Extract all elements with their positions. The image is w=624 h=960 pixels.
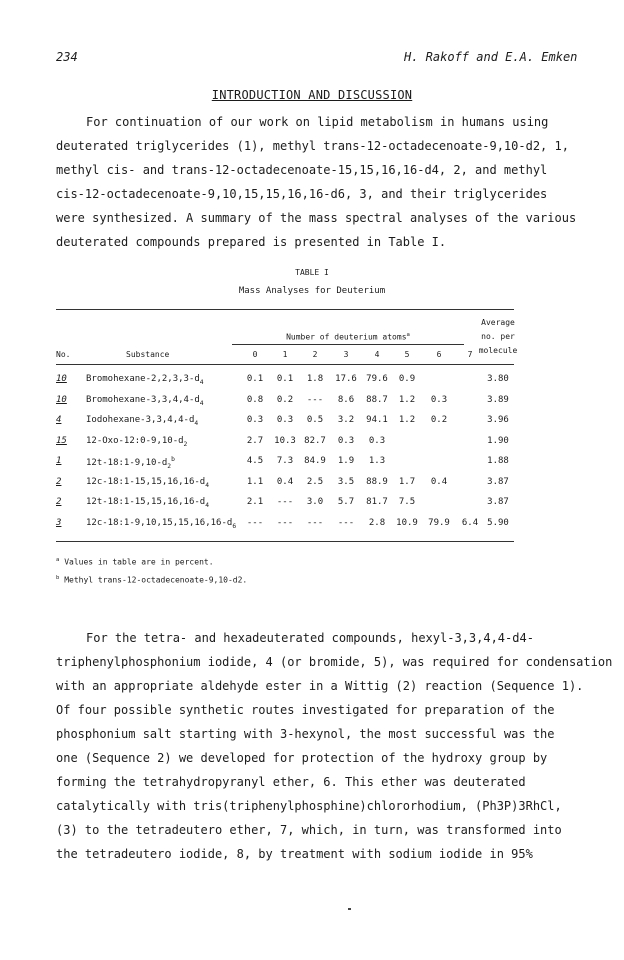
table-cell: 1.7: [398, 477, 416, 487]
table-cell: 2.1: [246, 497, 264, 507]
table-cell: 0.2: [276, 395, 294, 405]
atom-column-header: 2: [312, 350, 318, 359]
table-cell: 0.8: [246, 395, 264, 405]
substance-subscript: 2: [167, 462, 172, 470]
table-cell: 0.3: [246, 415, 264, 425]
table-title: Mass Analyses for Deuterium: [238, 286, 386, 296]
table-cell: 1.2: [398, 395, 416, 405]
table-cell: ---: [337, 518, 355, 528]
table-cell: ---: [276, 497, 294, 507]
substance-subscript: 4: [199, 378, 204, 386]
section-title: INTRODUCTION AND DISCUSSION: [211, 88, 413, 102]
text-line: cis-12-octadecenoate-9,10,15,15,16,16-d6, 3, and their triglycerides: [56, 187, 548, 201]
substance-name: 12-Oxo-12:0-9,10-d: [86, 436, 184, 446]
paragraph-synthesis: [56, 626, 613, 866]
atom-column-header: 6: [436, 350, 442, 359]
table-cell: ---: [306, 395, 324, 405]
text-line: For the tetra- and hexadeuterated compounds, hexyl-3,3,4,4-d4-: [86, 631, 534, 645]
row-substance: [86, 477, 209, 489]
substance-name: 12c-18:1-15,15,16,16-d: [86, 477, 206, 487]
group-header-rule: [232, 344, 464, 345]
footnote-text: Values in table are in percent.: [64, 557, 214, 567]
table-cell: 3.2: [337, 415, 355, 425]
row-compound-number: 1: [56, 456, 62, 466]
table-cell: 0.3: [368, 436, 386, 446]
table-cell: 6.4: [461, 518, 479, 528]
substance-subscript: 4: [205, 481, 210, 489]
no-header: No.: [56, 350, 71, 359]
substance-header: Substance: [126, 350, 170, 359]
substance-name: Bromohexane-3,3,4,4-d: [86, 395, 200, 405]
table-cell: 8.6: [337, 395, 355, 405]
substance-name: 12t-18:1-15,15,16,16-d: [86, 497, 206, 507]
row-average: 3.87: [487, 477, 509, 487]
table-cell: 1.9: [337, 456, 355, 466]
row-substance: [86, 374, 204, 386]
table-cell: 84.9: [304, 456, 326, 466]
substance-name: 12t-18:1-9,10-d: [86, 458, 168, 468]
text-line: triphenylphosphonium iodide, 4 (or bromide, 5), was required for condensation: [56, 655, 613, 669]
substance-subscript: 6: [232, 522, 237, 530]
substance-footnote-marker: b: [171, 456, 175, 463]
text-line: deuterated compounds prepared is presented in Table I.: [56, 235, 447, 249]
stray-mark: [348, 908, 351, 910]
atom-column-header: 5: [404, 350, 410, 359]
substance-name: 12c-18:1-9,10,15,15,16,16-d: [86, 518, 233, 528]
average-header-line3: molecule: [478, 346, 518, 355]
table-cell: 88.9: [366, 477, 388, 487]
table-cell: 79.6: [366, 374, 388, 384]
table-cell: 81.7: [366, 497, 388, 507]
table-cell: 3.5: [337, 477, 355, 487]
table-cell: 0.9: [398, 374, 416, 384]
substance-name: Bromohexane-2,2,3,3-d: [86, 374, 200, 384]
average-header-line2: no. per: [481, 332, 515, 341]
atom-column-header: 4: [374, 350, 380, 359]
text-line: methyl cis- and trans-12-octadecenoate-15,15,16,16-d4, 2, and methyl: [56, 163, 548, 177]
table-cell: 2.7: [246, 436, 264, 446]
atom-column-header: 1: [282, 350, 288, 359]
table-cell: 17.6: [335, 374, 357, 384]
footnote-a: [56, 557, 214, 567]
table-cell: 94.1: [366, 415, 388, 425]
row-compound-number: 15: [56, 436, 67, 446]
running-head: H. Rakoff and E.A. Emken: [404, 50, 578, 64]
table-cell: ---: [276, 518, 294, 528]
row-substance: [86, 415, 198, 427]
text-line: phosphonium salt starting with 3-hexynol, the most successful was the: [56, 727, 555, 741]
row-average: 3.96: [487, 415, 509, 425]
substance-name: Iodohexane-3,3,4,4-d: [86, 415, 195, 425]
table-cell: 0.5: [306, 415, 324, 425]
table-label: TABLE I: [295, 268, 329, 277]
footnote-text: Methyl trans-12-octadecenoate-9,10-d2.: [64, 575, 248, 585]
row-substance: [86, 436, 187, 448]
text-line: catalytically with tris(triphenylphosphine)chlororhodium, (Ph3P)3RhCl,: [56, 799, 562, 813]
table-cell: 5.7: [337, 497, 355, 507]
table-cell: 10.9: [396, 518, 418, 528]
table-cell: 79.9: [428, 518, 450, 528]
text-line: one (Sequence 2) we developed for protection of the hydroxy group by: [56, 751, 548, 765]
table-cell: 2.5: [306, 477, 324, 487]
row-substance: [86, 497, 209, 509]
row-substance: [86, 518, 236, 530]
table-cell: 0.1: [246, 374, 264, 384]
row-compound-number: 4: [56, 415, 62, 425]
table-cell: 1.3: [368, 456, 386, 466]
table-cell: ---: [246, 518, 264, 528]
table-cell: 0.4: [276, 477, 294, 487]
table-cell: 10.3: [274, 436, 296, 446]
row-compound-number: 10: [56, 395, 67, 405]
substance-subscript: 2: [183, 440, 188, 448]
table-cell: 1.8: [306, 374, 324, 384]
paragraph-intro: [56, 110, 576, 254]
row-average: 1.88: [487, 456, 509, 466]
table-cell: 0.1: [276, 374, 294, 384]
row-average: 5.90: [487, 518, 509, 528]
footnote-marker: a: [406, 332, 410, 338]
header-bottom-rule: [56, 364, 514, 365]
row-substance: [86, 395, 204, 407]
table-cell: 4.5: [246, 456, 264, 466]
row-compound-number: 3: [56, 518, 62, 528]
atom-column-header: 7: [467, 350, 473, 359]
row-average: 3.89: [487, 395, 509, 405]
substance-subscript: 4: [194, 419, 199, 427]
page-number: 234: [56, 50, 78, 64]
deuterium-group-header-text: Number of deuterium atoms: [286, 332, 407, 342]
table-cell: 0.3: [337, 436, 355, 446]
text-line: deuterated triglycerides (1), methyl trans-12-octadecenoate-9,10-d2, 1,: [56, 139, 569, 153]
text-line: (3) to the tetradeutero ether, 7, which, in turn, was transformed into: [56, 823, 562, 837]
deuterium-group-header: [232, 332, 464, 342]
table-cell: 0.3: [430, 395, 448, 405]
row-average: 3.80: [487, 374, 509, 384]
text-line: the tetradeutero iodide, 8, by treatment with sodium iodide in 95%: [56, 847, 533, 861]
text-line: forming the tetrahydropyranyl ether, 6. This ether was deuterated: [56, 775, 526, 789]
table-cell: 82.7: [304, 436, 326, 446]
row-compound-number: 2: [56, 497, 62, 507]
text-line: Of four possible synthetic routes investigated for preparation of the: [56, 703, 555, 717]
table-cell: 0.4: [430, 477, 448, 487]
row-compound-number: 10: [56, 374, 67, 384]
table-cell: 2.8: [368, 518, 386, 528]
table-top-rule: [56, 309, 514, 310]
row-compound-number: 2: [56, 477, 62, 487]
table-cell: 7.5: [398, 497, 416, 507]
substance-subscript: 4: [205, 501, 210, 509]
footnote-mark: a: [56, 557, 60, 563]
text-line: were synthesized. A summary of the mass spectral analyses of the various: [56, 211, 577, 225]
text-line: with an appropriate aldehyde ester in a Wittig (2) reaction (Sequence 1).: [56, 679, 584, 693]
table-cell: 1.1: [246, 477, 264, 487]
row-average: 3.87: [487, 497, 509, 507]
table-cell: 0.2: [430, 415, 448, 425]
substance-subscript: 4: [199, 399, 204, 407]
row-average: 1.90: [487, 436, 509, 446]
atom-column-header: 0: [252, 350, 258, 359]
text-line: For continuation of our work on lipid metabolism in humans using: [86, 115, 549, 129]
row-substance: [86, 456, 175, 470]
table-cell: 7.3: [276, 456, 294, 466]
average-header-line1: Average: [481, 318, 515, 327]
table-cell: ---: [306, 518, 324, 528]
footnote-mark: b: [56, 575, 60, 581]
table-cell: 0.3: [276, 415, 294, 425]
table-cell: 3.0: [306, 497, 324, 507]
table-bottom-rule: [56, 541, 514, 542]
footnote-b: [56, 575, 247, 585]
table-cell: 1.2: [398, 415, 416, 425]
table-cell: 88.7: [366, 395, 388, 405]
atom-column-header: 3: [343, 350, 349, 359]
